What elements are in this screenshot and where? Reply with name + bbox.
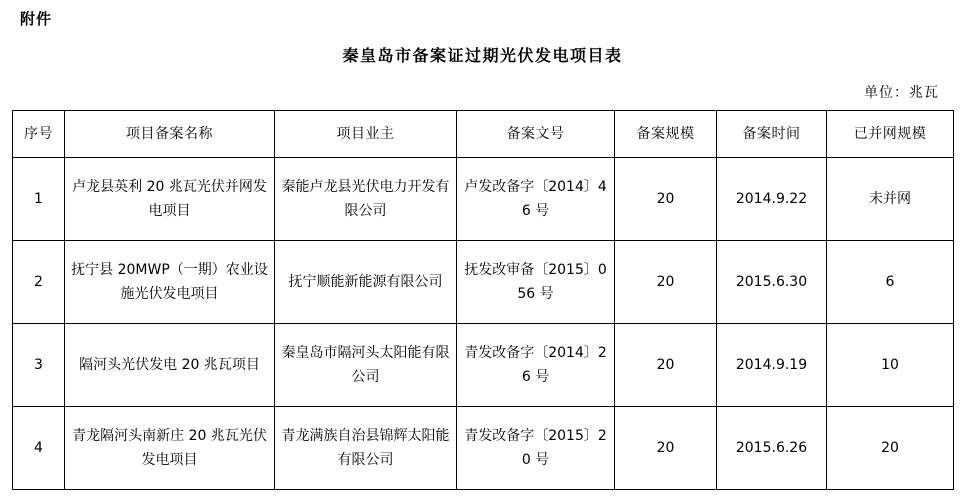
- cell-project-name: 卢龙县英利 20 兆瓦光伏并网发电项目: [65, 158, 275, 241]
- column-header-index: 序号: [13, 111, 65, 158]
- cell-scale: 20: [615, 324, 717, 407]
- cell-project-name: 抚宁县 20MWP（一期）农业设施光伏发电项目: [65, 241, 275, 324]
- column-header-owner: 项目业主: [275, 111, 457, 158]
- table-row: [13, 324, 954, 407]
- cell-date: 2014.9.19: [717, 324, 827, 407]
- cell-date: 2015.6.30: [717, 241, 827, 324]
- cell-grid-scale: 20: [827, 407, 954, 490]
- column-header-project-name: 项目备案名称: [65, 111, 275, 158]
- cell-date: 2015.6.26: [717, 407, 827, 490]
- column-header-grid-scale: 已并网规模: [827, 111, 954, 158]
- cell-owner: 秦能卢龙县光伏电力开发有限公司: [275, 158, 457, 241]
- cell-grid-scale: 6: [827, 241, 954, 324]
- table-header-row: [13, 111, 954, 158]
- cell-scale: 20: [615, 241, 717, 324]
- column-header-scale: 备案规模: [615, 111, 717, 158]
- cell-index: 4: [13, 407, 65, 490]
- unit-note: 单位：兆瓦: [864, 85, 939, 101]
- cell-owner: 抚宁顺能新能源有限公司: [275, 241, 457, 324]
- cell-index: 3: [13, 324, 65, 407]
- table-row: [13, 241, 954, 324]
- project-table: [12, 110, 954, 490]
- cell-grid-scale: 未并网: [827, 158, 954, 241]
- cell-owner: 秦皇岛市隔河头太阳能有限公司: [275, 324, 457, 407]
- cell-project-name: 青龙隔河头南新庄 20 兆瓦光伏发电项目: [65, 407, 275, 490]
- cell-doc-no: 卢发改备字〔2014〕46 号: [457, 158, 615, 241]
- cell-scale: 20: [615, 407, 717, 490]
- cell-project-name: 隔河头光伏发电 20 兆瓦项目: [65, 324, 275, 407]
- cell-scale: 20: [615, 158, 717, 241]
- column-header-date: 备案时间: [717, 111, 827, 158]
- cell-index: 1: [13, 158, 65, 241]
- page-title: 秦皇岛市备案证过期光伏发电项目表: [342, 46, 623, 65]
- cell-owner: 青龙满族自治县锦辉太阳能有限公司: [275, 407, 457, 490]
- attachment-label: 附件: [20, 10, 53, 28]
- table-row: [13, 158, 954, 241]
- cell-date: 2014.9.22: [717, 158, 827, 241]
- cell-doc-no: 青发改备字〔2015〕20 号: [457, 407, 615, 490]
- column-header-doc-no: 备案文号: [457, 111, 615, 158]
- document-page: [0, 8, 965, 500]
- cell-doc-no: 青发改备字〔2014〕26 号: [457, 324, 615, 407]
- cell-grid-scale: 10: [827, 324, 954, 407]
- table-row: [13, 407, 954, 490]
- cell-doc-no: 抚发改审备〔2015〕056 号: [457, 241, 615, 324]
- cell-index: 2: [13, 241, 65, 324]
